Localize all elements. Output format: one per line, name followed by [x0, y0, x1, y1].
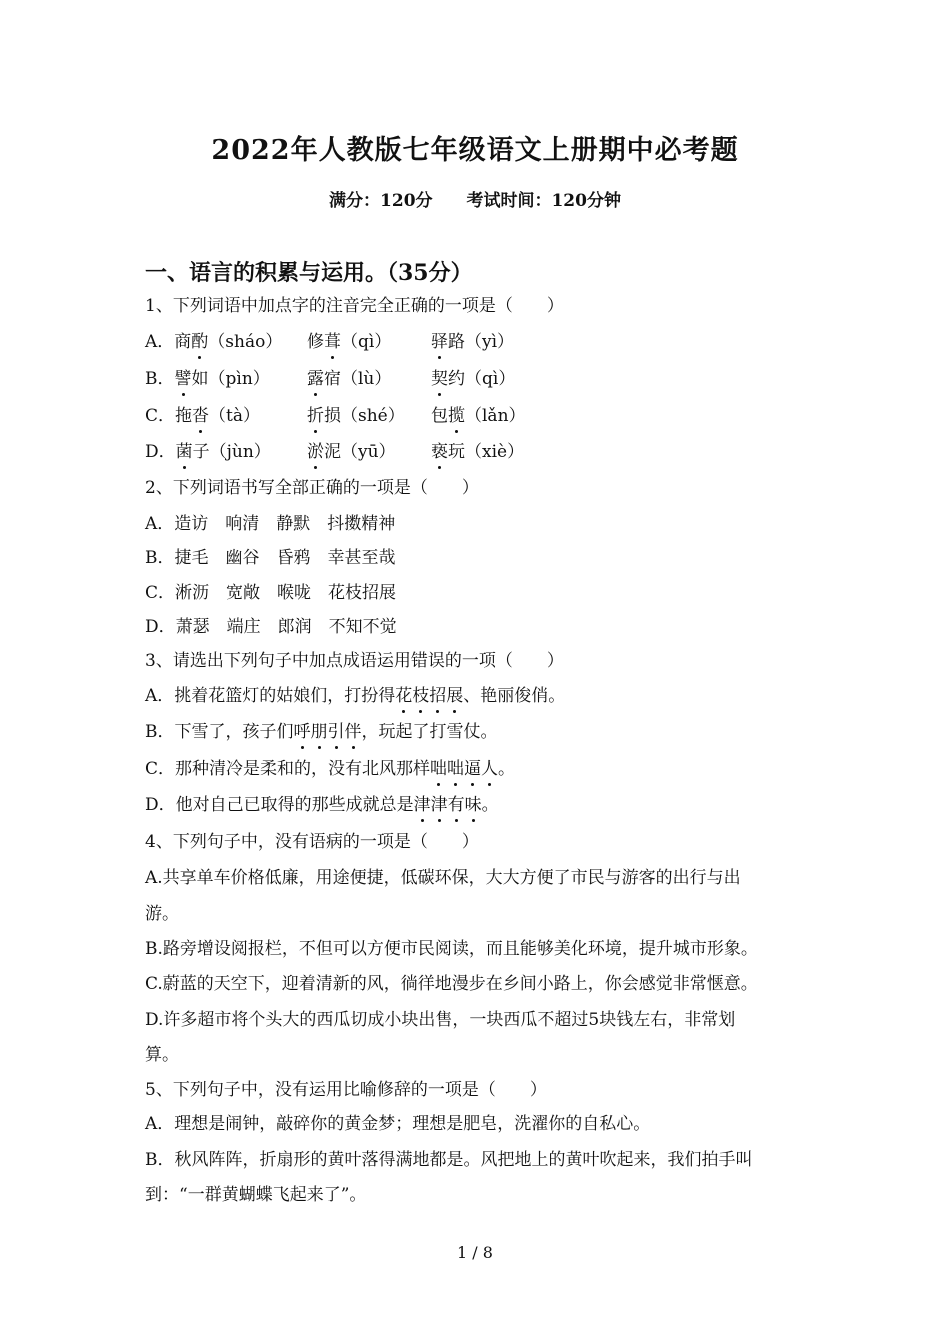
q5-option-a: A．理想是闹钟，敲碎你的黄金梦；理想是肥皂，洗濯你的自私心。 — [145, 1114, 651, 1134]
q1-a-1: A．商酌（sháo） — [145, 332, 283, 352]
q1-option-b — [145, 367, 515, 391]
q4-option-c: C.蔚蓝的天空下，迎着清新的风，徜徉地漫步在乡间小路上，你会感觉非常惬意。 — [145, 974, 758, 994]
q3-c-tail: 。 — [498, 759, 516, 779]
q4-stem: 4、下列句子中，没有语病的一项是（ ） — [145, 832, 479, 852]
q3-d-marked-idiom: 津津有味 — [413, 795, 482, 815]
section-heading: 一、语言的积累与运用。（35分） — [145, 260, 473, 286]
q4-option-d-line2: 算。 — [145, 1045, 179, 1065]
q3-option-c — [145, 757, 515, 781]
exam-info — [0, 186, 950, 211]
full-score: 满分：120分 — [329, 191, 433, 211]
q5-option-b-line1: B．秋风阵阵，折扇形的黄叶落得满地都是。风把地上的黄叶吹起来，我们拍手叫 — [145, 1150, 753, 1170]
q3-a-marked-idiom: 花枝招展 — [395, 686, 464, 706]
q3-d-text: D．他对自己已取得的那些成就总是 — [145, 795, 414, 815]
q4-option-d-line1: D.许多超市将个头大的西瓜切成小块出售，一块西瓜不超过5块钱左右，非常划 — [145, 1010, 736, 1030]
q1-stem: 1、下列词语中加点字的注音完全正确的一项是（ ） — [145, 296, 564, 316]
q4-option-a-line1: A.共享单车价格低廉，用途便捷，低碳环保，大大方便了市民与游客的出行与出 — [145, 868, 741, 888]
q1-c-1: C．拖沓（tà） — [145, 406, 260, 426]
q1-c-3: 包揽（lǎn） — [431, 406, 526, 426]
q4-option-b: B.路旁增设阅报栏，不但可以方便市民阅读，而且能够美化环境，提升城市形象。 — [145, 939, 758, 959]
page-number: 1 / 8 — [457, 1243, 493, 1262]
q1-d-3: 亵玩（xiè） — [431, 442, 525, 462]
q2-option-b: B．捷毛 幽谷 昏鸦 幸甚至哉 — [145, 548, 396, 568]
q4-option-a-line2: 游。 — [145, 904, 179, 924]
q1-b-2: 露宿（lù） — [307, 369, 392, 389]
q5-stem: 5、下列句子中，没有运用比喻修辞的一项是（ ） — [145, 1080, 547, 1100]
q3-c-text: C．那种清冷是柔和的，没有北风那样 — [145, 759, 431, 779]
q3-option-a — [145, 684, 565, 708]
q2-option-d: D．萧瑟 端庄 郎润 不知不觉 — [145, 617, 397, 637]
q5-option-b-line2: 到：“一群黄蝴蝶飞起来了”。 — [145, 1185, 367, 1205]
q1-option-a — [145, 330, 514, 354]
q1-d-1: D．菌子（jùn） — [145, 442, 271, 462]
q3-option-d — [145, 793, 499, 817]
q2-option-c: C．淅沥 宽敞 喉咙 花枝招展 — [145, 583, 397, 603]
q3-d-tail: 。 — [481, 795, 499, 815]
q1-option-d — [145, 440, 524, 464]
q3-stem: 3、请选出下列句子中加点成语运用错误的一项（ ） — [145, 651, 564, 671]
q3-option-b — [145, 720, 498, 744]
q3-a-tail: 、艳丽俊俏。 — [463, 686, 566, 706]
q3-b-tail: ，玩起了打雪仗。 — [361, 722, 498, 742]
q3-b-marked-idiom: 呼朋引伴 — [293, 722, 362, 742]
q3-b-text: B．下雪了，孩子们 — [145, 722, 294, 742]
exam-time: 考试时间：120分钟 — [466, 191, 621, 211]
q3-a-text: A．挑着花篮灯的姑娘们，打扮得 — [145, 686, 396, 706]
q1-a-3: 驿路（yì） — [431, 332, 515, 352]
q1-a-2: 修葺（qì） — [307, 332, 392, 352]
q1-d-2: 淤泥（yū） — [307, 442, 396, 462]
q1-b-3: 契约（qì） — [431, 369, 516, 389]
q1-option-c — [145, 404, 526, 428]
q2-option-a: A．造访 响清 静默 抖擞精神 — [145, 514, 396, 534]
q1-c-2: 折损（shé） — [307, 406, 405, 426]
q1-b-1: B．譬如（pìn） — [145, 369, 270, 389]
q3-c-marked-idiom: 咄咄逼人 — [430, 759, 499, 779]
page-title: 2022年人教版七年级语文上册期中必考题 — [211, 135, 739, 166]
q2-stem: 2、下列词语书写全部正确的一项是（ ） — [145, 478, 479, 498]
